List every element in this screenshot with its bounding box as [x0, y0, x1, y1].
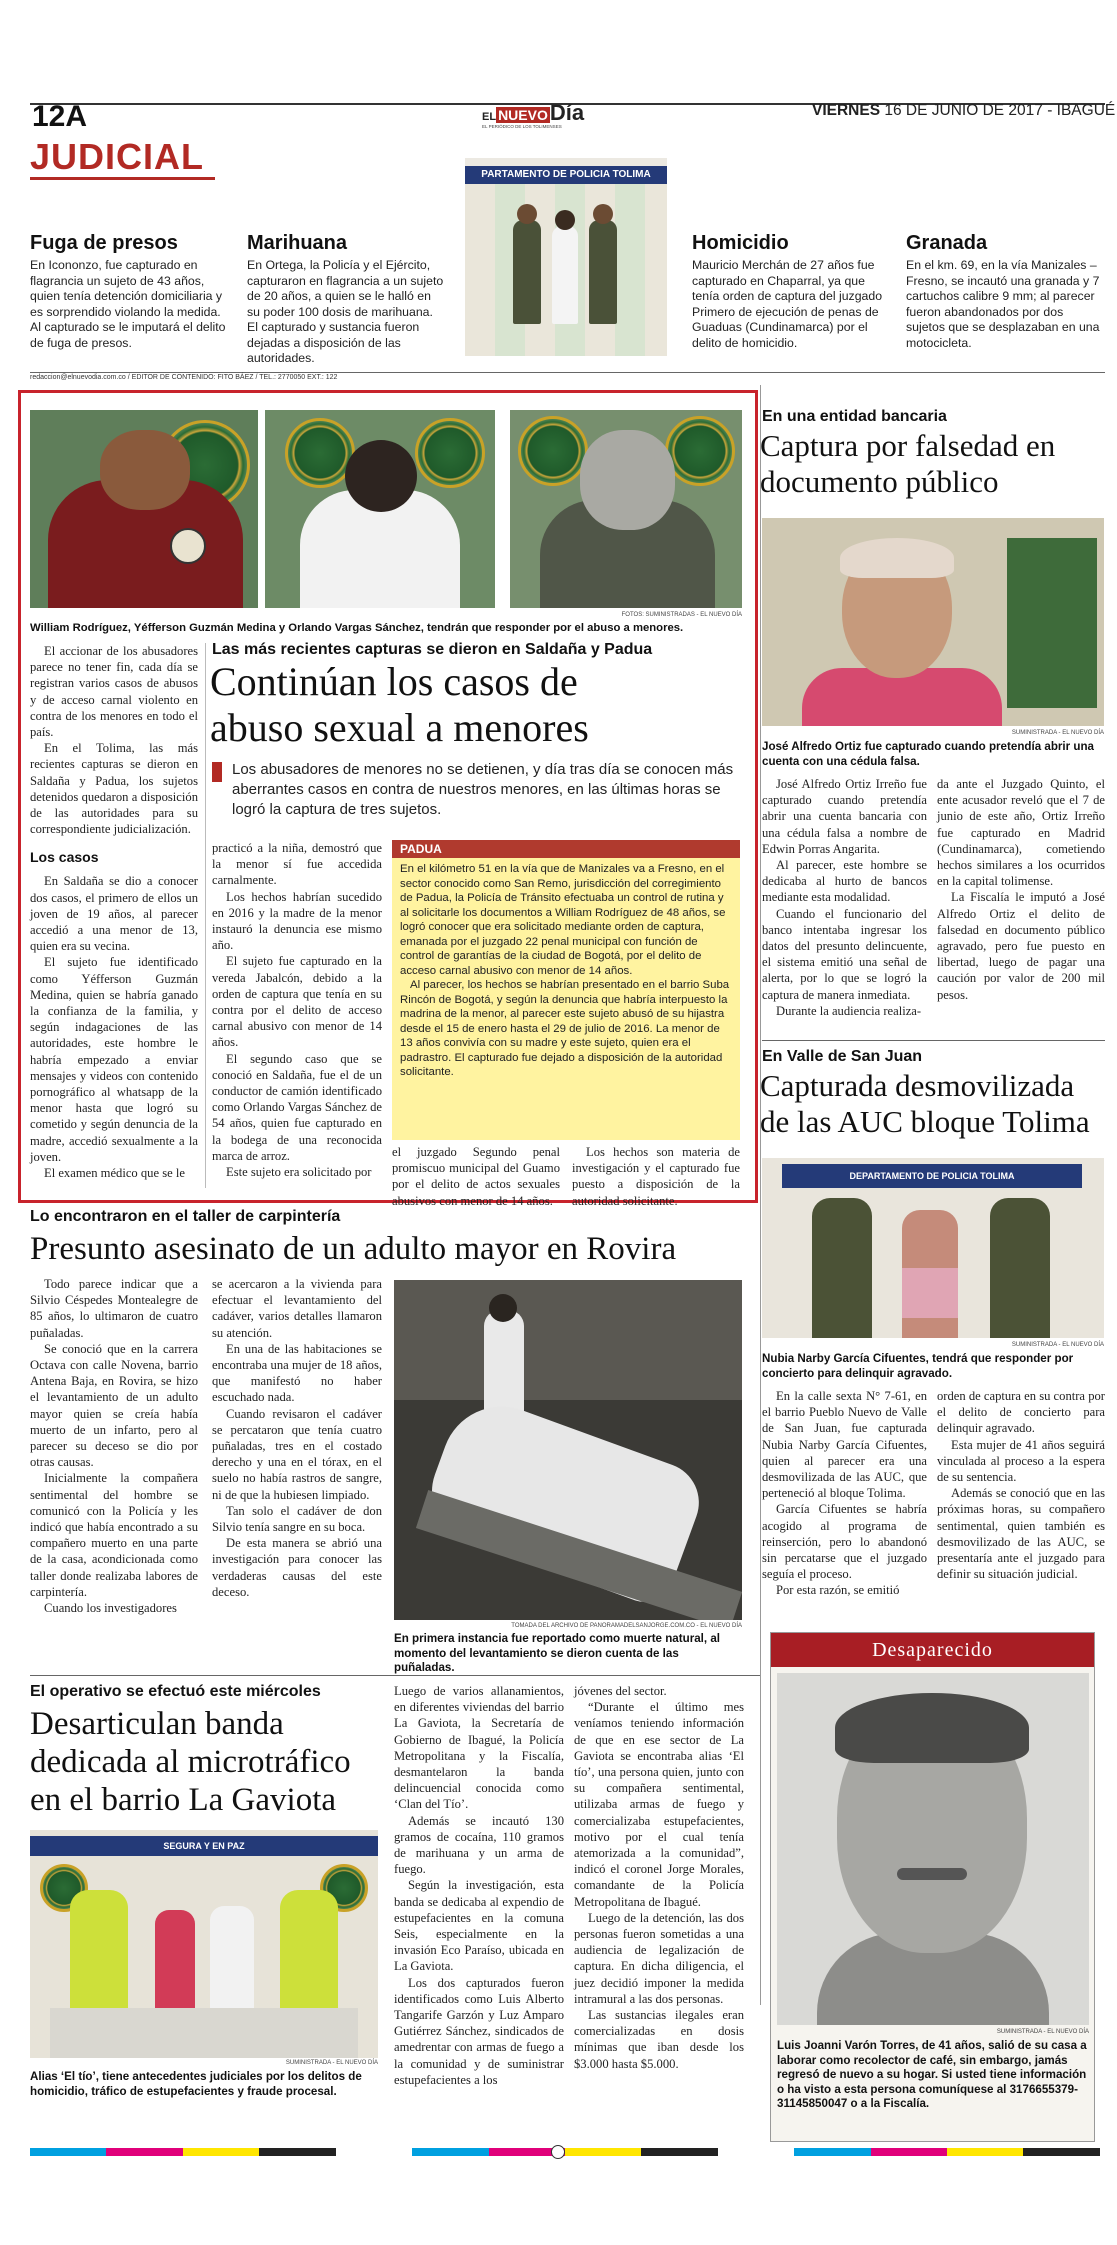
valle-photo-credit: SUMINISTRADA - EL NUEVO DÍA [1011, 1342, 1104, 1348]
brief-text: En Ortega, la Policía y el Ejército, capturaron en flagrancia a un sujeto de 20 años, a quien se le halló en su poder 100 dosis de marihuana. El capturado y sustancia fueron dejadas a disposición de las autoridades. [247, 258, 444, 365]
missing-photo-credit: SUMINISTRADA - EL NUEVO DÍA [996, 2029, 1089, 2035]
rovira-column-1: Todo parece indicar que a Silvio Céspedes Montealegre de 85 años, lo ultimaron de cuatro puñaladas. Se conoció que en la carrera Octava con calle Novena, barrio Antena Baja, en Rovira, se hizo el levantamiento de un adulto mayor quien se creía había muerto de un infarto, pero al parecer su deceso se dio por otras causas. Inicialmente la compañera sentimental del hombre se comunicó con la Policía y les indicó que había encontrado a su compañero muerto en una parte de la casa, acondicionada como taller donde realizaba labores de carpintería. Cuando los investigadores [30, 1277, 198, 1616]
missing-person-box [770, 1632, 1095, 2142]
top-police-photo: PARTAMENTO DE POLICIA TOLIMA [465, 158, 667, 356]
gaviota-kicker: El operativo se efectuó este miércoles [30, 1683, 321, 1700]
contact-rule [30, 372, 1105, 373]
bank-photo-caption: José Alfredo Ortiz fue capturado cuando pretendía abrir una cuenta con una cédula falsa. [762, 740, 1094, 768]
contact-line: redaccion@elnuevodia.com.co / EDITOR DE CONTENIDO: FITO BÁEZ / TEL.: 2770050 EXT.: 122 [30, 374, 338, 381]
photo-caption: William Rodríguez, Yéfferson Guzmán Medina y Orlando Vargas Sánchez, tendrán que responder por el abuso a menores. [30, 622, 684, 634]
photo-jose-alfredo [762, 518, 1104, 726]
padua-box [392, 840, 740, 1140]
column-divider [205, 643, 206, 1188]
bank-column-1: José Alfredo Ortiz Irreño fue capturado cuando pretendía abrir una cuenta bancaria con una cédula falsa a nombre de Edwin Porras Angarita. Al parecer, este hombre se dedicaba al hurto de bancos mediante esta modalidad. Cuando el funcionario del banco intentaba ingresar los datos del presunto delincuente, el sistema emitió una señal de alerta, por lo que se logró la captura de manera inmediata. Durante la audiencia realiza- [762, 777, 927, 1018]
issue-date: VIERNES 16 DE JUNIO DE 2017 - IBAGUÉ [812, 102, 1116, 119]
brief-homicidio [692, 232, 888, 351]
photo-orlando [510, 410, 742, 608]
valle-column-1: En la calle sexta N° 7-61, en el barrio Pueblo Nuevo de Valle de San Juan, fue capturada Nubia Narby García Cifuentes, quien al parecer era una desmovilizada de las AUC, que perteneció al bloque Tolima. García Cifuentes se habría acogido al programa de reinserción, pero lo abandonó sin percatarse que el juzgado seguía el proceso. Por esta razón, se emitió [762, 1389, 927, 1598]
abuse-column-4: Los hechos son materia de investigación y el capturado fue puesto a disposición de la autoridad solicitante. [572, 1145, 740, 1208]
photo-luis-joanni [777, 1673, 1089, 2025]
section-underline [30, 177, 215, 180]
gaviota-column-2: jóvenes del sector. “Durante el último mes veníamos teniendo información de que en ese sector de La Gaviota se encontraba alias ‘El tío’, una persona quien, junto con su compañera sentimental, utilizaba armas de fuego y comercializaba estupefacientes, motivo por el cual tenía atemorizada a la comunidad”, indicó el coronel Jorge Morales, comandante de la Policía Metropolitana de Ibagué. Luego de la detención, las dos personas fueron sometidas a una audiencia de legalización de captura. En dicha diligencia, el juez decidió imponer la medida intramural a las dos personas. Las sustancias ilegales eran comercializadas en dosis mínimas que iban desde los $3.000 hasta $5.000. [574, 1684, 744, 2071]
valle-kicker: En Valle de San Juan [762, 1048, 923, 1065]
valle-headline: Capturada desmovilizada de las AUC bloque Tolima [760, 1068, 1090, 1139]
gaviota-headline: Desarticulan banda dedicada al microtráfico en el barrio La Gaviota [30, 1706, 351, 1818]
bank-photo-credit: SUMINISTRADA - EL NUEVO DÍA [1011, 730, 1104, 736]
valle-photo-caption: Nubia Narby García Cifuentes, tendrá que responder por concierto para delinquir agravado. [762, 1352, 1074, 1380]
brief-text: En Icononzo, fue capturado en flagrancia un sujeto de 43 años, quien tenía detención domiciliaria y es sorprendido violando la medida. Al capturado se le imputará el delito de fuga de presos. [30, 258, 226, 350]
print-color-bar [30, 2148, 1100, 2156]
gaviota-photo-caption: Alias ‘El tío’, tiene antecedentes judiciales por los delitos de homicidio, tráfico de estupefacientes y fraude procesal. [30, 2070, 362, 2098]
brief-title: Homicidio [692, 232, 789, 254]
photo-levantamiento [394, 1280, 742, 1620]
brief-text: Mauricio Merchán de 27 años fue capturado en Chaparral, ya que tenía orden de captura del juzgado Primero de ejecución de penas de Guaduas (Cundinamarca) por el delito de homicidio. [692, 258, 883, 350]
abuse-lead: Los abusadores de menores no se detienen, y día tras día se conocen más aberrantes casos en contra de nuestros menores, en las últimas horas se logró la captura de tres sujetos. [232, 761, 734, 818]
missing-caption: Luis Joanni Varón Torres, de 41 años, salió de su casa a laborar como recolector de café, sin embargo, jamás regresó de nuevo a su hogar. Si usted tiene información o ha visto a esta persona comuníquese al 3176655379-31145850047 o a la Fiscalía. [777, 2039, 1087, 2110]
rule-gaviota [30, 1675, 760, 1676]
rovira-column-2: se acercaron a la vivienda para efectuar el levantamiento del cadáver, varios detalles llamaron su atención. En una de las habitaciones se encontraba una mujer de 18 años, que manifestó no haber escuchado nada. Cuando revisaron el cadáver se percataron que tenía cuatro puñaladas, tres en el costado derecho y una en el tórax, en el suelo no había rastros de sangre, ni de que la hubiesen limpiado. Tan solo el cadáver de don Silvio tenía sangre en su boca. De esta manera se abrió una investigación para conocer las verdaderas causas del este deceso. [212, 1277, 382, 1599]
brief-text: En el km. 69, en la vía Manizales – Fresno, se incautó una granada y 7 cartuchos calibre 9 mm; al parecer fueron abandonados por dos sujetos que se desplazaban en una motocicleta. [906, 258, 1100, 350]
bank-kicker: En una entidad bancaria [762, 408, 947, 425]
newspaper-logo: EL NUEVODía EL PERIÓDICO DE LOS TOLIMENSES [482, 100, 585, 129]
registration-mark [551, 2145, 565, 2159]
page-number: 12A [32, 100, 88, 133]
missing-banner: Desaparecido [771, 1633, 1094, 1667]
brief-fuga [30, 232, 226, 351]
brief-granada [906, 232, 1102, 351]
valle-column-2: orden de captura en su contra por el delito de concierto para delinquir agravado. Esta mujer de 41 años seguirá vinculada al proceso a la espera de su sentencia. Además se conoció que en las próximas horas, su compañero sentimental, quien también es desmovilizado de las AUC, se presentaría ante el juzgado para definir su situación judicial. [937, 1389, 1105, 1582]
rovira-photo-credit: TOMADA DEL ARCHIVO DE PANORAMADELSANJORGE.COM.CO - EL NUEVO DÍA [511, 1623, 742, 1629]
padua-label: PADUA [392, 840, 740, 858]
lead-marker [212, 762, 222, 782]
rovira-kicker: Lo encontraron en el taller de carpintería [30, 1208, 341, 1225]
abuse-column-3: el juzgado Segundo penal promiscuo municipal del Guamo por el delito de actos sexuales abusivos con menor de 14 años. [392, 1145, 560, 1208]
abuse-kicker: Las más recientes capturas se dieron en Saldaña y Padua [212, 641, 653, 658]
padua-text-1: En el kilómetro 51 en la vía que de Manizales va a Fresno, en el sector conocido como San Remo, jurisdicción del corregimiento de Padua, la Policía de Tránsito efectuaba un control de rutina y al solicitarle los documentos a William Rodríguez de 48 años, se logró conocer que era solicitado mediante orden de captura, emanada por el juzgado 22 penal municipal con función de control de garantías de la ciudad de Bogotá, por el delito de acceso carnal abusivo con menor de 14 años. [400, 863, 726, 977]
brief-marihuana [247, 232, 447, 367]
photo-credit: FOTOS: SUMINISTRADAS - EL NUEVO DÍA [621, 612, 742, 618]
photo-nubia: DEPARTAMENTO DE POLICIA TOLIMA [762, 1158, 1104, 1338]
brief-title: Marihuana [247, 232, 348, 254]
photo-william [30, 410, 258, 608]
rovira-photo-caption: En primera instancia fue reportado como muerte natural, al momento del levantamiento se dieron cuenta de las puñaladas. [394, 1632, 720, 1674]
padua-text-2: Al parecer, los hechos se habrían presentado en el barrio Suba Rincón de Bogotá, y según la denuncia que habría interpuesto la madrina de la menor, al parecer este sujeto abusó de su hijastra desde el 15 de enero hasta el 29 de julio de 2016. La menor de 13 años convivía con su madre y este sujeto, quien era el padrastro. El capturado fue dejado a disposición de la autoridad solicitante. [400, 979, 730, 1078]
bank-headline: Captura por falsedad en documento público [760, 428, 1056, 499]
brief-title: Fuga de presos [30, 232, 178, 254]
gaviota-column-1: Luego de varios allanamientos, en diferentes viviendas del barrio La Gaviota, la Secretaría de Gobierno de Ibagué, la Policía Metropolitana y la Fiscalía, desmantelaron la banda delincuencial conocida como ‘Clan del Tío’. Además se incautó 130 gramos de cocaína, 110 gramos de marihuana y un arma de fuego. Según la investigación, esta banda se dedicaba al expendio de estupefacientes en la comuna Seis, especialmente en la invasión Eco Paraíso, ubicada en La Gaviota. Los dos capturados fueron identificados como Luis Alberto Tangarife Garzón y Luz Amparo Gutiérrez Sánchez, sindicados de amedrentar con armas de fuego a la comunidad y de suministrar estupefacientes a los [394, 1684, 564, 2087]
abuse-headline-1: Continúan los casos de [210, 659, 578, 704]
gaviota-photo-credit: SUMINISTRADA - EL NUEVO DÍA [285, 2060, 378, 2066]
abuse-column-2: practicó a la niña, demostró que la menor sí fue accedida carnalmente. Los hechos habrían sucedido en 2016 y la madre de la menor instauró la denuncia ese mismo año. El sujeto fue capturado en la vereda Jabalcón, debido a la orden de captura que tenía en su contra por el delito de acceso carnal abusivo con menor de 14 años. El segundo caso que se conoció en Saldaña, fue el de un conductor de camión identificado como Orlando Vargas Sánchez de 54 años, quien fue capturado en la bodega de una reconocida marca de arroz. Este sujeto era solicitado por [212, 841, 382, 1180]
rovira-headline: Presunto asesinato de un adulto mayor en Rovira [30, 1231, 677, 1267]
subhead-los-casos: Los casos [30, 849, 99, 866]
right-column-divider [760, 385, 761, 2005]
bank-column-2: da ante el Juzgado Quinto, el ente acusador reveló que el 7 de junio de este año, Ortiz Irreño fue capturado en Madrid (Cundinamarca), cometiendo hechos similares a los ocurridos en la capital tolimense. La Fiscalía le imputó a José Alfredo Ortiz el delito de falsedad en documento público agravado, pero fue puesto en libertad, luego de pagar una caución por valor de 200 mil pesos. [937, 777, 1105, 1002]
abuse-column-1: El accionar de los abusadores parece no tener fin, cada día se registran varios casos de abusos y de acceso carnal violento en contra de los menores en todo el país. En el Tolima, las más recientes capturas se dieron en Saldaña y Padua, los sujetos detenidos quedaron a disposición de las autoridades para su correspondiente judicialización. Los casos En Saldaña se dio a conocer dos casos, el primero de ellos un joven de 19 años, al parecer accedió a una menor de 13, quien era su vecina. El sujeto fue identificado como Yéfferson Guzmán Medina, quien se habría ganado la confianza de la familia, y según indagaciones de las autoridades, este hombre le habría empezado a enviar mensajes y videos con contenido pornográfico al whatsapp de la menor hasta que logró su cometido y según denuncia de la madre, accedió sexualmente a la joven. El examen médico que se le [30, 644, 198, 1181]
photo-yefferson [265, 410, 495, 608]
rule-valle [762, 1040, 1105, 1041]
abuse-headline-2: abuso sexual a menores [210, 705, 589, 750]
brief-title: Granada [906, 232, 988, 254]
section-title: JUDICIAL [30, 136, 205, 177]
photo-clan-del-tio: SEGURA Y EN PAZ [30, 1830, 378, 2058]
